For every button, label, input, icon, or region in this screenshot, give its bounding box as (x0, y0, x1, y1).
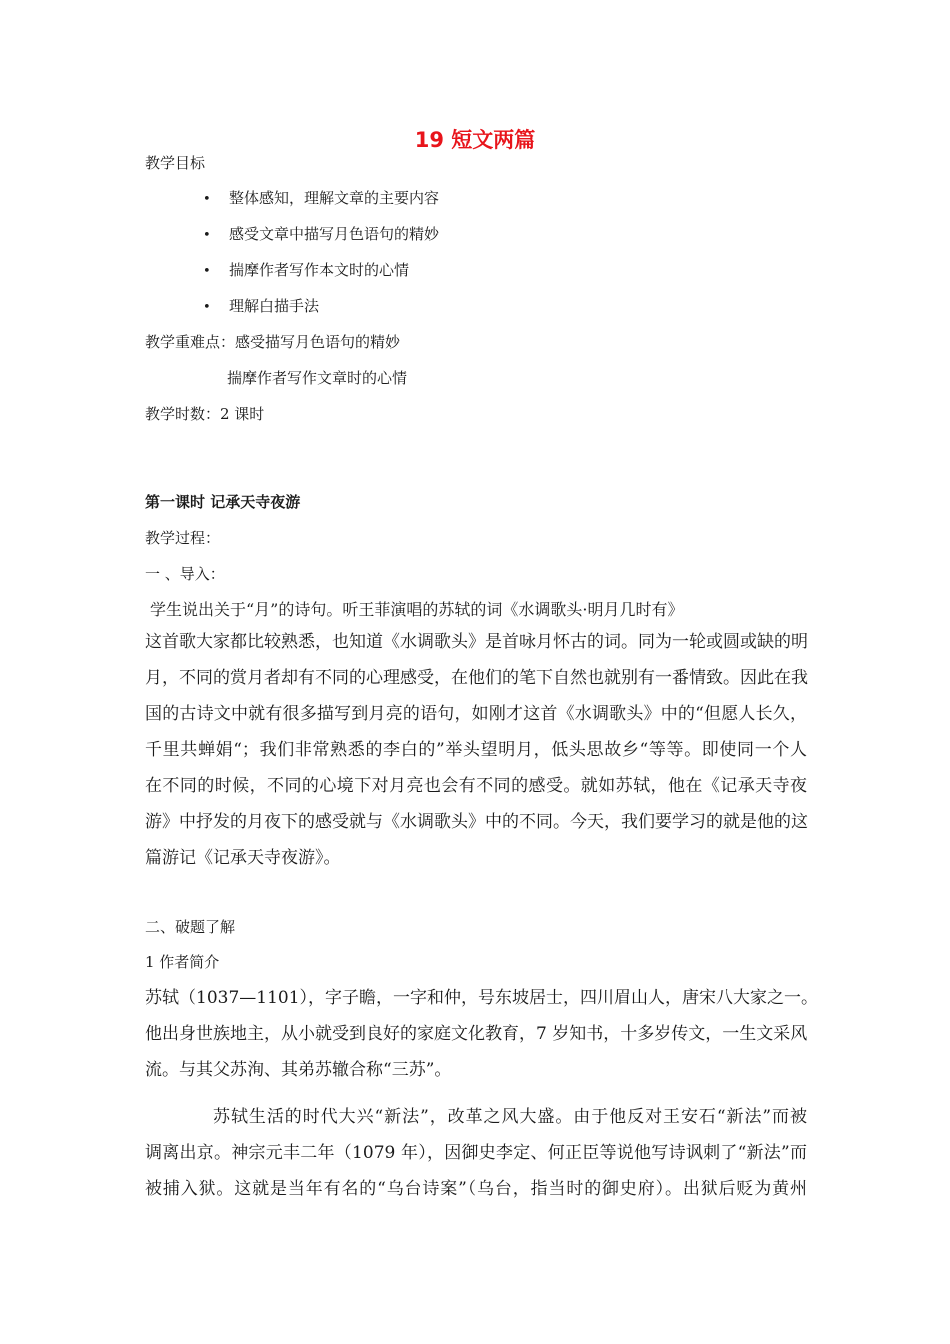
intro-line: 学生说出关于“月”的诗句。听王菲演唱的苏轼的词《水调歌头·明月几时有》 (150, 600, 684, 619)
author-heading: 1 作者简介 (145, 953, 220, 971)
paragraph-line: 苏轼（1037—1101），字子瞻，一字和仲，号东坡居士，四川眉山人，唐宋八大家之一。 (145, 988, 819, 1008)
goal-text: 理解白描手法 (229, 297, 320, 315)
paragraph-line: 调离出京。神宗元丰二年（1079 年），因御史李定、何正臣等说他写诗讽刺了“新法”而 (145, 1143, 807, 1163)
paragraph-line: 篇游记《记承天寺夜游》。 (145, 848, 341, 868)
paragraph-line: 在不同的时候，不同的心境下对月亮也会有不同的感受。就如苏轼，他在《记承天寺夜 (145, 776, 807, 796)
paragraph-line: 他出身世族地主，从小就受到良好的家庭文化教育，7 岁知书，十多岁传文，一生文采风 (145, 1024, 808, 1044)
teaching-hours: 教学时数：2 课时 (145, 405, 265, 423)
paragraph-line: 流。与其父苏洵、其弟苏辙合称“三苏”。 (145, 1060, 452, 1080)
paragraph-line: 苏轼生活的时代大兴“新法”，改革之风大盛。由于他反对王安石“新法”而被 (213, 1107, 807, 1127)
author-paragraph (145, 980, 819, 1088)
goal-item (203, 187, 439, 208)
goal-item (203, 223, 439, 244)
process-heading: 教学过程： (145, 529, 221, 547)
lesson-heading: 第一课时 记承天寺夜游 (145, 493, 301, 511)
goal-item (203, 295, 319, 316)
paragraph-line: 这首歌大家都比较熟悉，也知道《水调歌头》是首咏月怀古的词。同为一轮或圆或缺的明 (145, 632, 808, 652)
bullet-icon: • (203, 300, 211, 315)
section-heading-topic: 二、破题了解 (145, 918, 236, 936)
bullet-icon: • (203, 264, 211, 279)
paragraph-line: 国的古诗文中就有很多描写到月亮的语句，如刚才这首《水调歌头》中的“但愿人长久， (145, 704, 807, 724)
section-heading-intro: 一 、导入： (145, 565, 225, 583)
paragraph-line: 月，不同的赏月者却有不同的心理感受，在他们的笔下自然也就别有一番情致。因此在我 (145, 668, 808, 688)
goal-text: 揣摩作者写作本文时的心情 (229, 261, 410, 279)
key-points-line-2: 揣摩作者写作文章时的心情 (227, 369, 408, 387)
intro-paragraph (145, 624, 807, 876)
bullet-icon: • (203, 228, 211, 243)
goals-heading: 教学目标 (145, 154, 206, 172)
paragraph-line: 游》中抒发的月夜下的感受就与《水调歌头》中的不同。今天，我们要学习的就是他的这 (145, 812, 808, 832)
paragraph-line: 被捕入狱。这就是当年有名的“乌台诗案”（乌台，指当时的御史府）。出狱后贬为黄州 (145, 1179, 807, 1199)
goal-text: 感受文章中描写月色语句的精妙 (229, 225, 440, 243)
paragraph-line: 千里共蝉娟“；我们非常熟悉的李白的”举头望明月，低头思故乡“等等。即使同一个人 (145, 740, 807, 760)
goal-text: 整体感知，理解文章的主要内容 (229, 189, 440, 207)
key-points-line: 教学重难点：感受描写月色语句的精妙 (145, 333, 401, 351)
bullet-icon: • (203, 192, 211, 207)
goal-item (203, 259, 409, 280)
document-title: 19 短文两篇 (414, 128, 536, 152)
background-paragraph (145, 1099, 807, 1207)
